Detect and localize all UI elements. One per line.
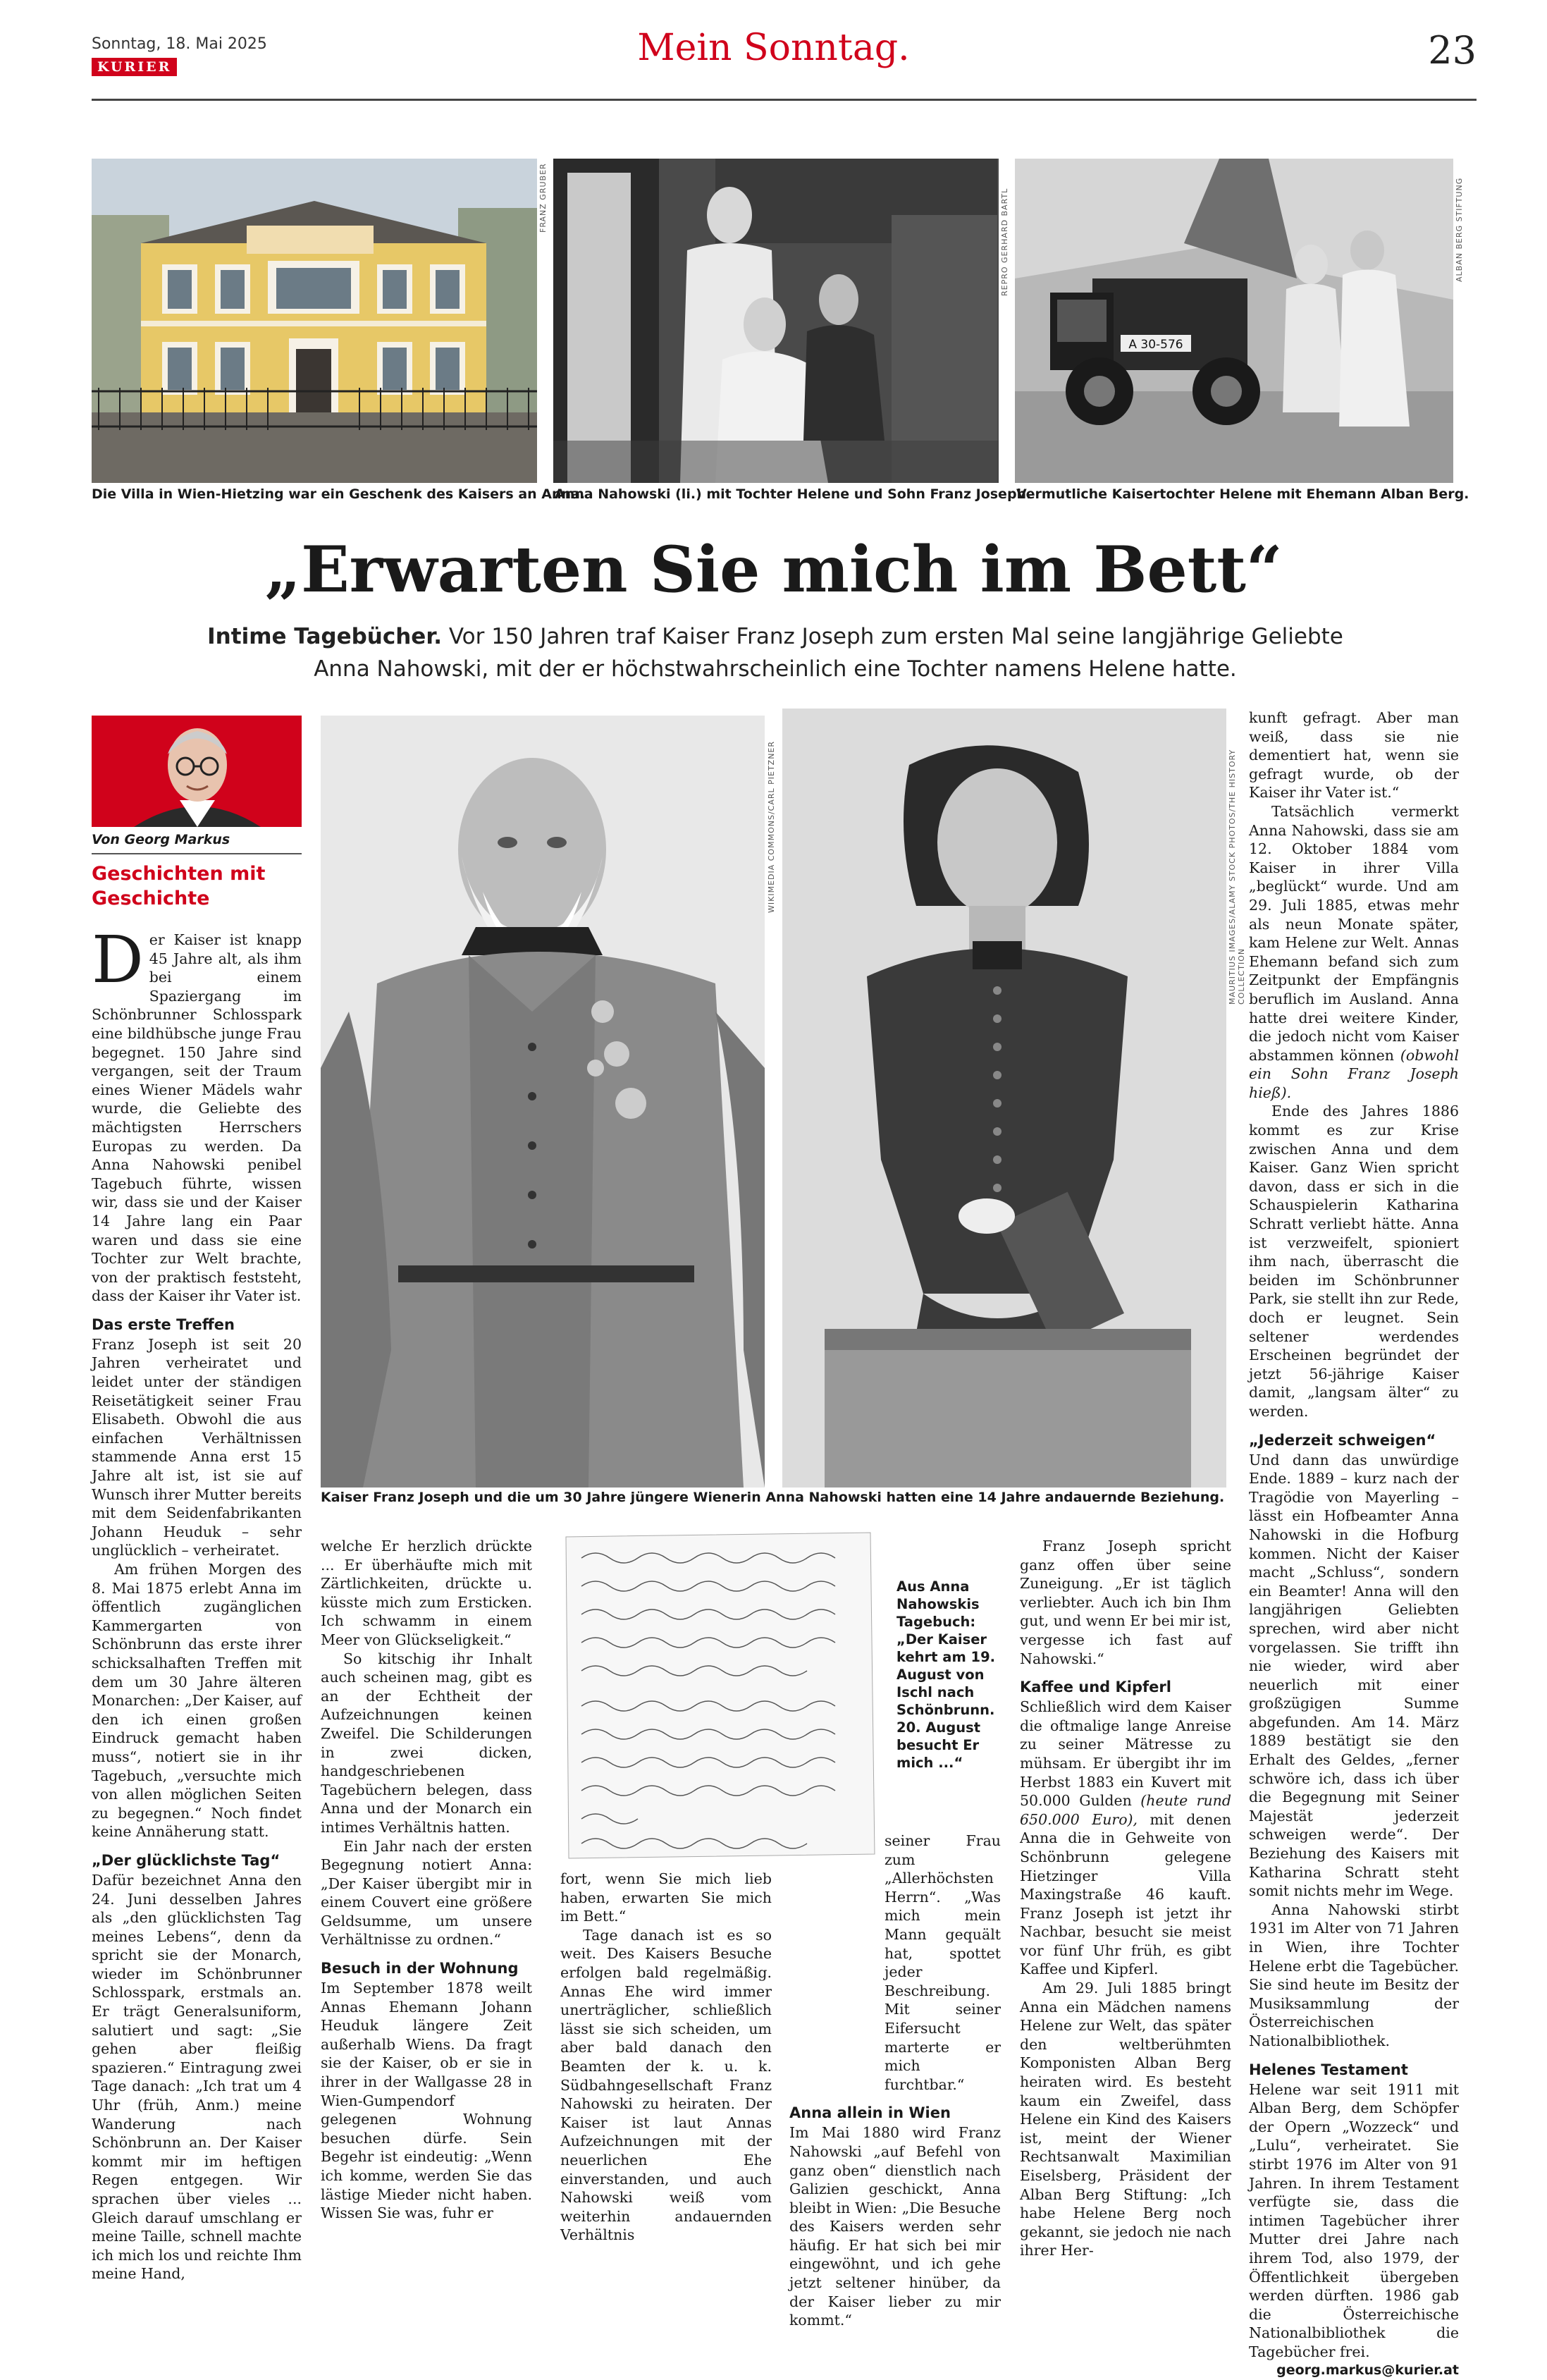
subheading: „Der glücklichste Tag“ (92, 1851, 281, 1869)
paragraph: Ein Jahr nach der ersten Begegnung notiert Anna: „Der Kaiser übergibt mir in einem Couvert eine größere Geldsumme, um unsere Verhältnisse zu ordnen.“ (321, 1837, 532, 1949)
diary-line (560, 1530, 561, 1531)
intro-text (197, 620, 1353, 685)
paragraph: Anna Nahowski stirbt 1931 im Alter von 71 Jahren in Wien, ihre Tochter Helene erbt die Tagebücher. Sie sind heute im Besitz der Musiksammlung der Österreichischen Nationalbibliothek. (1249, 1901, 1459, 2049)
emperor-illustration (321, 716, 765, 1488)
article-column-6 (1249, 709, 1459, 2380)
family-photo-credit: REPRO GERHARD BARTL (1000, 188, 1009, 296)
header-divider (92, 99, 1477, 101)
diary-page (560, 1530, 877, 1861)
paragraph: Am 29. Juli 1885 bringt Anna ein Mädchen namens Helene zur Welt, das später den weltberühmten Komponisten Alban Berg heiraten wird. Es besteht kaum ein Zweifel, dass Helene ein Kind des Kaisers ist, meint der Wiener Rechtsanwalt Maximilian Eiselsberg, Präsident der Alban Berg Stiftung: „Ich habe Helene Berg noch gekannt, sie jedoch nie nach ihrer Her- (1020, 1980, 1231, 2259)
car-photo-credit: ALBAN BERG STIFTUNG (1455, 177, 1464, 282)
page-number: 23 (1428, 28, 1477, 73)
paragraph: Franz Joseph spricht ganz offen über seine Zuneigung. „Er ist täglich verliebter. Auch ich bin Ihm gut, und wenn Er bei mir ist, vergesse ich fast auf Nahowski.“ (1020, 1538, 1231, 1667)
diary-note: Aus Anna Nahowskis Tagebuch: „Der Kaiser kehrt am 19. August von Ischl nach Schönbrunn. 20. August besucht Er mich ...“ (896, 1578, 996, 1771)
paragraph: Im September 1878 weilt Annas Ehemann Johann Heuduk längere Zeit außerhalb Wiens. Da fragt sie der Kaiser, ob er sie in ihrer in der Wallgasse 28 in Wien-Gumpendorf gelegenen Wohnung besuchen dürfe. Sein Begehr ist eindeutig: „Wenn ich komme, werden Sie das lästige Mieder nicht haben. Wissen Sie was, fuhr er (321, 1980, 532, 2222)
car-illustration (1015, 159, 1453, 483)
article-column-2 (321, 1537, 532, 2223)
author-photo (92, 716, 302, 827)
paragraph: welche Er herzlich drückte ... Er überhäufte mich mit Zärtlichkeiten, drückte u. küsste mich zum Ersticken. Ich schwamm in einem Meer von Glückseligkeit.“ (321, 1538, 532, 1648)
paragraph: seiner Frau zum „Allerhöchsten Herrn“. „Was mich mein Mann gequält hat, spottet jeder Beschreibung. Mit seiner Eifersucht marterte er mich furchtbar.“ (885, 1832, 1001, 2093)
article-column-1 (92, 922, 302, 2283)
paragraph: Ende des Jahres 1886 kommt es zur Krise zwischen Anna und dem Kaiser. Ganz Wien spricht davon, dass er sich in die Schauspielerin Katharina Schratt verliebt hätte. Anna ist verzweifelt, spioniert ihm nach, überrascht die beiden im Schönbrunner Park, sie stellt ihn zur Rede, doch er leugnet. Sein seltener werdendes Erscheinen begründet der jetzt 56-jährige Kaiser damit, „langsam älter“ zu werden. (1249, 1103, 1459, 1420)
headline: „Erwarten Sie mich im Bett“ (264, 532, 1283, 607)
emperor-portrait (321, 716, 765, 1488)
subheading: Besuch in der Wohnung (321, 1960, 519, 1977)
author-portrait (92, 716, 302, 827)
article-column-4 (789, 1832, 1001, 2330)
emperor-credit: WIKIMEDIA COMMONS/CARL PIETZNER (767, 740, 776, 913)
column-kicker: Geschichten mit Geschichte (92, 863, 266, 909)
dropcap: D (92, 922, 144, 998)
subheading: Das erste Treffen (92, 1315, 235, 1333)
villa-illustration (92, 159, 537, 483)
paragraph: Tage danach ist es so weit. Des Kaisers Besuche erfolgen bald regelmäßig. Annas Ehe wird immer unerträglicher, schließlich lässt sie sich scheiden, um aber bald danach den Beamten der k. u. k. Südbahngesellschaft Franz Nahowski zu heiraten. Der Kaiser ist laut Annas Aufzeichnungen mit der neuerlichen Ehe einverstanden, und auch Nahowski weiß vom weiterhin andauernden Verhältnis (560, 1926, 772, 2244)
anna-credit: MAURITIUS IMAGES/ALAMY STOCK PHOTOS/THE HISTORY COLLECTION (1228, 749, 1246, 1005)
intro-body: Vor 150 Jahren traf Kaiser Franz Joseph zum ersten Mal seine langjährige Geliebte Anna Nahowski, mit der er höchstwahrscheinlich eine Tochter namens Helene hatte. (314, 624, 1343, 682)
family-caption: Anna Nahowski (li.) mit Tochter Helene und Sohn Franz Joseph. (555, 486, 1032, 502)
license-plate: A 30-576 (1128, 338, 1183, 352)
villa-caption: Die Villa in Wien-Hietzing war ein Geschenk des Kaisers an Anna. (92, 486, 586, 502)
paragraph: fort, wenn Sie mich lieb haben, erwarten Sie mich im Bett.“ (560, 1870, 772, 1925)
villa-photo (92, 159, 537, 483)
article-column-5 (1020, 1537, 1231, 2260)
section-title: Mein Sonntag. (637, 27, 910, 69)
paragraph: Helene war seit 1911 mit Alban Berg, dem Schöpfer der Opern „Wozzeck“ und „Lulu“, verheiratet. Sie stirbt 1976 im Alter von 91 Jahren. In ihrem Testament verfügte sie, dass die intimen Tagebücher ihrer Mutter drei Jahre nach ihrem Tod, also 1979, der Öffentlichkeit übergeben werden dürften. 1986 gab die Österreichische Nationalbibliothek die Tagebücher frei. (1249, 2080, 1459, 2360)
portraits-caption: Kaiser Franz Joseph und die um 30 Jahre jüngere Wienerin Anna Nahowski hatten eine 14 Jahre andauernde Beziehung. (321, 1490, 1225, 1505)
paragraph: Der Kaiser ist knapp 45 Jahre alt, als ihm bei einem Spaziergang im Schönbrunner Schlosspark eine bildhübsche junge Frau begegnet. 150 Jahre sind vergangen, seit der Traum eines Wiener Mädels wahr wurde, die Geliebte des mächtigsten Herrschers Europas zu werden. Da Anna Nahowski penibel Tagebuch führte, wissen wir, dass sie und der Kaiser 14 Jahre lang ein Paar waren und dass sie eine Tochter zur Welt brachte, von der praktisch feststeht, dass der Kaiser ihr Vater ist. (92, 922, 302, 1305)
paragraph: Im Mai 1880 wird Franz Nahowski „auf Befehl von ganz oben“ dienstlich nach Galizien geschickt, Anna bleibt in Wien: „Die Besuche des Kaisers werden sehr häufig. Er hat sich bei mir eingewöhnt, und ich gehe jetzt seltener hinüber, da der Kaiser lieber zu mir kommt.“ (789, 2124, 1001, 2329)
paragraph: Und dann das unwürdige Ende. 1889 – kurz nach der Tragödie von Mayerling – lässt ein Hofbeamter Anna Nahowski in die Hofburg kommen. Nicht der Kaiser macht „Schluss“, sondern ein Beamter! Anna will den langjährigen Geliebten sprechen, wird aber nicht vorgelassen. Sie trifft ihn nie wieder, wird aber neuerlich mit einer großzügigen Summe abgefunden. Am 14. März 1889 bestätigt sie den Erhalt des Geldes, „ferner schwöre ich, dass ich über die Begegnung mit Seiner Majestät jederzeit schweigen werde“. Der Beziehung des Kaisers mit Katharina Schratt steht somit nichts mehr im Wege. (1249, 1451, 1459, 1900)
paragraph: kunft gefragt. Aber man weiß, dass sie nie dementiert hat, wenn sie gefragt wurde, ob der Kaiser ihr Vater ist.“ (1249, 709, 1459, 802)
paragraph: Tatsächlich vermerkt Anna Nahowski, dass sie am 12. Oktober 1884 vom Kaiser in ihrer Villa „beglückt“ wurde. Und am 29. Juli 1885, etwas mehr als neun Monate später, kam Helene zur Welt. Annas Ehemann befand sich zum Zeitpunkt der Empfängnis beruflich im Ausland. Anna hatte drei weitere Kinder, die jedoch nicht vom Kaiser abstammen können (obwohl ein Sohn Franz Joseph hieß). (1249, 802, 1459, 1101)
article-column-3 (560, 1870, 772, 2245)
author-divider (92, 853, 302, 854)
paragraph: Am frühen Morgen des 8. Mai 1875 erlebt Anna im öffentlich zugänglichen Kammergarten von Schönbrunn das erste ihrer schicksalhaften Treffen mit dem um 30 Jahre älteren Monarchen: „Der Kaiser, auf den ich einen großen Eindruck gemacht haben muss“, notiert sie in ihr Tagebuch, „versuchte mich von allen möglichen Seiten zu begegnen.“ Noch findet keine Annäherung statt. (92, 1561, 302, 1841)
author-email[interactable]: georg.markus@kurier.at (1276, 2362, 1459, 2379)
intro-lead: Intime Tagebücher. (207, 624, 442, 649)
subheading: „Jederzeit schweigen“ (1249, 1431, 1436, 1449)
subheading: Anna allein in Wien (789, 2104, 951, 2122)
anna-portrait (782, 709, 1226, 1488)
brand-logo[interactable]: KURIER (92, 58, 177, 76)
paragraph: Franz Joseph ist seit 20 Jahren verheiratet und leidet unter der ständigen Reisetätigkeit seiner Frau Elisabeth. Obwohl die aus einfachen Verhältnissen stammende Anna erst 15 Jahre alt ist, ist sie auf Wunsch ihrer Mutter bereits mit dem Seidenfabrikanten Johann Heuduk – sehr unglücklich – verheiratet. (92, 1335, 302, 1559)
paragraph: Dafür bezeichnet Anna den 24. Juni desselben Jahres als „den glücklichsten Tag meines Lebens“, denn da spricht sie der Monarch, wieder im Schönbrunner Schlosspark, erstmals an. Er trägt Generalsuniform, salutiert und sagt: „Sie gehen aber fleißig spazieren.“ Eintragung zwei Tage danach: „Ich trat um 4 Uhr (früh, Anm.) meine Wanderung nach Schönbrunn an. Der Kaiser kommt mir im heftigen Regen entgegen. Wir sprachen über vieles ... Gleich darauf umschlang er meine Taille, schnell machte ich mich los und reichte Ihm meine Hand, (92, 1871, 302, 2283)
paragraph: Schließlich wird dem Kaiser die oftmalige lange Anreise zu seiner Mätresse zu mühsam. Er übergibt ihr im Herbst 1883 ein Kuvert mit 50.000 Gulden (heute rund 650.000 Euro), mit denen Anna die in Gehweite von Schönbrunn gelegene Hietzinger Villa Maxingstraße 46 kauft. Franz Joseph ist jetzt ihr Nachbar, besucht sie meist vor fünf Uhr früh, es gibt Kaffee und Kipferl. (1020, 1698, 1232, 1978)
family-photo (553, 159, 999, 483)
paragraph: So kitschig ihr Inhalt auch scheinen mag, gibt es an der Echtheit der Aufzeichnungen keinen Zweifel. Die Schilderungen in zwei dicken, handgeschriebenen Tagebüchern belegen, dass Anna und der Monarch ein intimes Verhältnis hatten. (321, 1650, 532, 1836)
car-photo (1015, 159, 1453, 483)
villa-photo-credit: FRANZ GRUBER (538, 163, 548, 233)
anna-illustration (782, 709, 1226, 1488)
car-caption: Vermutliche Kaisertochter Helene mit Ehemann Alban Berg. (1016, 486, 1469, 502)
author-byline: Von Georg Markus (92, 832, 230, 847)
family-illustration (553, 159, 999, 483)
subheading: Kaffee und Kipferl (1020, 1679, 1171, 1696)
diary-image (560, 1530, 877, 1861)
issue-date: Sonntag, 18. Mai 2025 (92, 35, 267, 53)
subheading: Helenes Testament (1249, 2061, 1408, 2078)
